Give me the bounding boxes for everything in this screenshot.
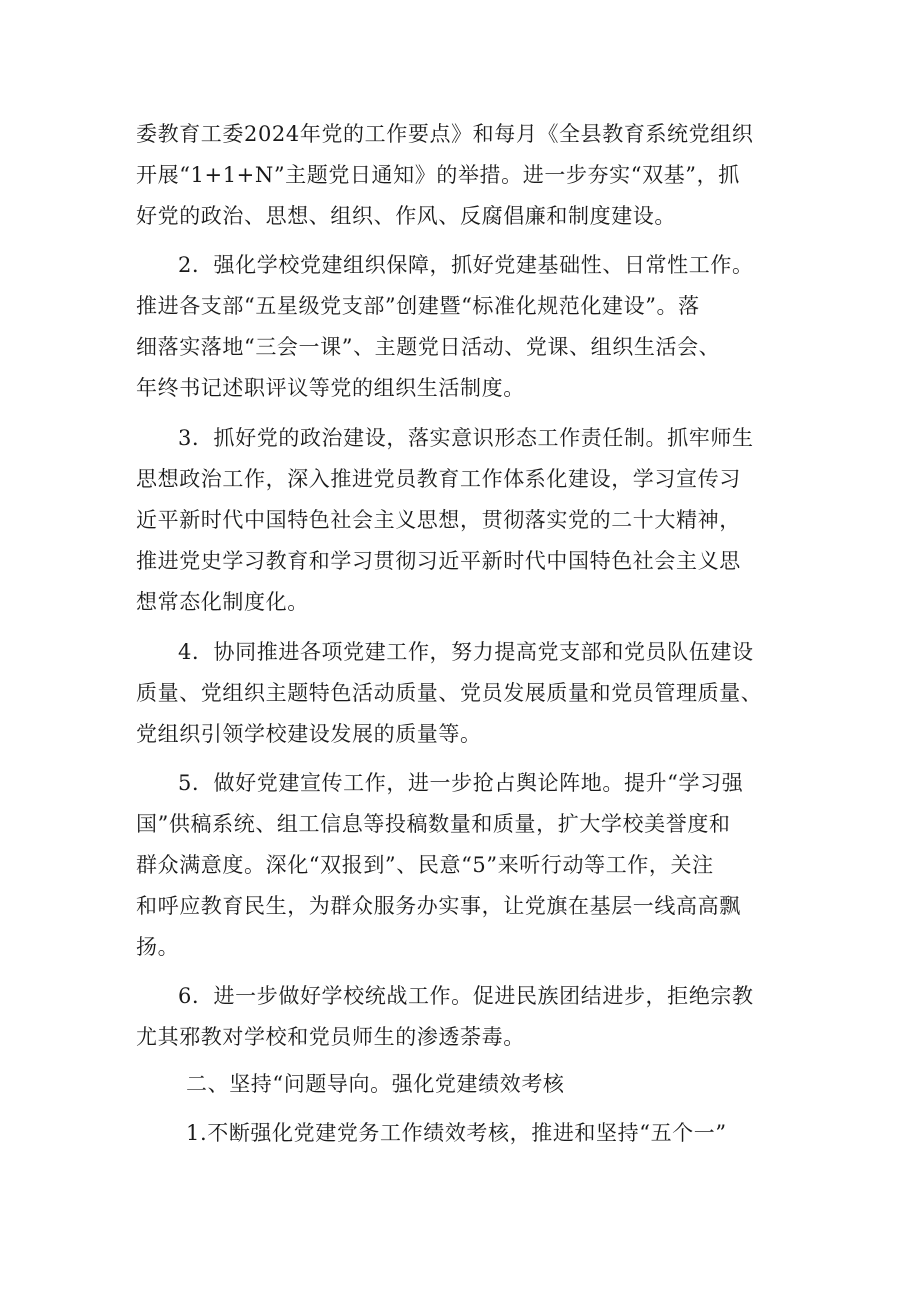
text-line: 想常态化制度化。 [136, 590, 309, 614]
text-line: 尤其邪教对学校和党员师生的渗透荼毒。 [136, 1025, 525, 1049]
text-line: 年终书记述职评议等党的组织生活制度。 [136, 376, 525, 400]
text-line: 群众满意度。深化“双报到”、民意“5”来听行动等工作，关注 [136, 853, 714, 877]
text-line: 好党的政治、思想、组织、作风、反腐倡廉和制度建设。 [136, 204, 676, 228]
text-line: 近平新时代中国特色社会主义思想，贯彻落实党的二十大精神， [136, 508, 741, 532]
paragraph-5-start: 5．做好党建宣传工作，进一步抢占舆论阵地。提升“学习强 [178, 771, 744, 795]
text-line: 细落实落地“三会一课”、主题党日活动、党课、组织生活会、 [136, 335, 721, 359]
paragraph-4-start: 4．协同推进各项党建工作，努力提高党支部和党员队伍建设 [178, 640, 754, 664]
subsection-item: 1.不断强化党建党务工作绩效考核，推进和坚持“五个一” [186, 1121, 727, 1145]
paragraph-3-start: 3．抓好党的政治建设，落实意识形态工作责任制。抓牢师生 [178, 426, 754, 450]
paragraph-2-start: 2．强化学校党建组织保障，抓好党建基础性、日常性工作。 [178, 253, 754, 277]
text-line: 委教育工委2024年党的工作要点》和每月《全县教育系统党组织 [136, 122, 754, 146]
text-line: 推进党史学习教育和学习贯彻习近平新时代中国特色社会主义思 [136, 549, 741, 573]
text-line: 党组织引领学校建设发展的质量等。 [136, 722, 482, 746]
section-heading: 二、坚持“问题导向。强化党建绩效考核 [186, 1072, 565, 1096]
text-line: 推进各支部“五星级党支部”创建暨“标准化规范化建设”。落 [136, 294, 700, 318]
text-line: 开展“1+1+N”主题党日通知》的举措。进一步夯实“双基”，抓 [136, 163, 740, 187]
text-line: 扬。 [136, 935, 180, 959]
text-line: 思想政治工作，深入推进党员教育工作体系化建设，学习宣传习 [136, 467, 741, 491]
text-line: 质量、党组织主题特色活动质量、党员发展质量和党员管理质量、 [136, 681, 763, 705]
text-line: 和呼应教育民生，为群众服务办实事，让党旗在基层一线高高飘 [136, 894, 741, 918]
paragraph-6-start: 6．进一步做好学校统战工作。促进民族团结进步，拒绝宗教 [178, 984, 754, 1008]
text-line: 国”供稿系统、组工信息等投稿数量和质量，扩大学校美誉度和 [136, 812, 731, 836]
